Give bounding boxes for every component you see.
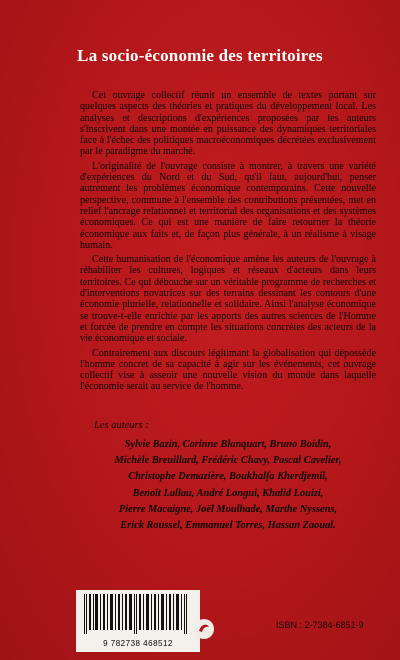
blurb-paragraph-1: Cet ouvrage collectif réunit un ensemble de textes portant sur quelques aspects des théories et pratiques du développement local. Les analyses et descriptions d'expériences proposées par les auteurs s'inscrivent dans une montée en puissance des dynamiques territoriales face à l'échec des politiques macroéconomiques décrétées exclusivement par le paradigme du marché. xyxy=(80,90,376,158)
barcode-bars xyxy=(82,594,194,634)
authors-line: Pierre Macaigne, Joël Moulhade, Marthe Nyssens, xyxy=(118,503,338,515)
authors-line: Sylvie Bazin, Corinne Blanquart, Bruno Boidin, xyxy=(124,439,332,450)
blurb xyxy=(80,90,376,396)
blurb-paragraph-2: L'originalité de l'ouvrage consiste à montrer, à travers une variété d'expériences du Nord et du Sud, qu'il faut, aujourd'hui, penser autrement les problèmes économique contemporains. Cette nouvelle perspective, commune à l'ensemble des contributions présentées, met en relief l'ancrage relationnel et territorial des organisations et des systèmes économiques. Ce qui est une manière de faire retourner la théorie économique aux faits et, de façon plus générale, à un réalisme à visage humain. xyxy=(80,160,376,251)
book-title: La socio-économie des territoires xyxy=(77,46,323,65)
authors-heading: Les auteurs : xyxy=(94,420,149,431)
blurb-paragraph-3: Cette humanisation de l'économique amène les auteurs de l'ouvrage à réhabiliter les cultures, logiques et réseaux d'acteurs dans leurs territoires. Ce qui débouche sur un véritable programme de recherches et d'interventions novatrices sur des terrains dessinant les contours d'une économie plurielle, relationnelle et solidaire. Ainsi l'analyse économique se trouve-t-elle enrichie par les apports des autres sciences de l'Homme et forcée de prendre en compte les situations concrètes des acteurs de la vie économique et sociale. xyxy=(80,254,376,345)
isbn: ISBN : 2-7384-6851-9 xyxy=(276,620,364,630)
barcode xyxy=(76,590,200,652)
blurb-paragraph-4: Contrairement aux discours légitimant la globalisation qui dépossède l'homme concret de sa capacité à agir sur les événements, cet ouvrage collectif vise à asseoir une nouvelle vision du monde dans laquelle l'économie serait au service de l'homme. xyxy=(80,347,376,393)
authors-line: Christophe Demazière, Boukhalfa Kherdjemil, xyxy=(128,471,328,483)
authors-list xyxy=(80,437,376,534)
barcode-number: 9 782738 468512 xyxy=(103,639,173,648)
authors-line: Erick Roussel, Emmanuel Torres, Hassan Zaoual. xyxy=(120,520,336,532)
authors-line: Benoît Lallau, André Longui, Khalid Louizi, xyxy=(132,487,324,499)
publisher-logo-icon xyxy=(193,618,215,640)
authors-line: Michèle Breuillard, Frédéric Chavy, Pascal Cavelier, xyxy=(114,455,342,467)
